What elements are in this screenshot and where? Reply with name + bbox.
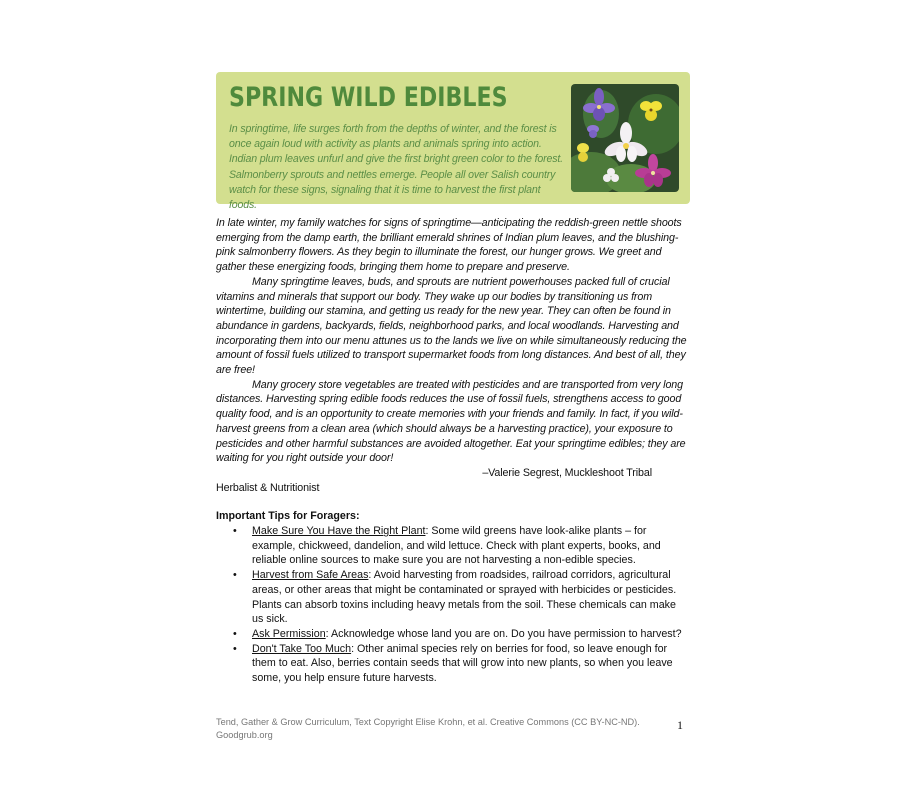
flowers-illustration <box>571 84 679 192</box>
tip-text: : Some wild greens have look-alike plants – for example, chickweed, dandelion, and wild lettuce. Check with plant experts, books, and reliable online sources to make sure you are not harvesting a non-edible species. <box>252 525 661 567</box>
tip-text: : Other animal species rely on berries for food, so leave enough for them to eat. Also, berries contain seeds that will grow into new plants, so when you leave some, you help ensure future harvests. <box>252 642 673 685</box>
quote-paragraph-1: In late winter, my family watches for signs of springtime—anticipating the reddish-green nettle shoots emerging from the damp earth, the brilliant emerald shrines of Indian plum leaves, and the blushing-pink salmonberry flowers. As they begin to illuminate the forest, our hunger grows. We greet and gather these energizing foods, bringing them home to prepare and preserve. <box>216 217 682 274</box>
tip-text: : Avoid harvesting from roadsides, railroad corridors, agricultural areas, or other areas that might be contaminated or sprayed with herbicides or pesticides. Plants can absorb toxins including heavy metals from the soil. These chemicals can make us sick. <box>252 569 677 626</box>
tip-title: Don't Take Too Much <box>252 642 352 655</box>
quote-paragraph-2: Many springtime leaves, buds, and sprouts are nutrient powerhouses packed full of crucial vitamins and minerals that support our body. They wake up our bodies by transitioning us from wintertime, building our stamina, and getting us ready for the new year. They can often be found in abundance in gardens, backyards, fields, neighborhood parks, and local woodlands. Harvesting and incorporating them into our menu attunes us to the lands we live on while simultaneously reducing the amount of fossil fuels utilized to transport supermarket foods from long distances. And best of all, they are free! <box>216 275 687 377</box>
tips-heading: Important Tips for Foragers: <box>216 510 360 523</box>
list-item <box>216 642 690 686</box>
tip-title: Ask Permission <box>252 627 326 640</box>
page-footer <box>216 716 690 742</box>
banner-intro-text: In springtime, life surges forth from the depths of winter, and the forest is once again loud with activity as plants and animals spring into action. Indian plum leaves unfurl and give the first bright green color to the forest. Salmonberry sprouts and nettles emerge. People all over Salish country watch for these signs, signaling that it is time to harvest the first plant foods. <box>229 123 563 212</box>
tip-title: Harvest from Safe Areas <box>252 569 369 582</box>
bullet-icon: • <box>233 569 237 582</box>
page-content <box>216 72 690 686</box>
quote-attribution-continued: Herbalist & Nutritionist <box>216 481 320 494</box>
bullet-icon: • <box>233 525 237 538</box>
quote-attribution: –Valerie Segrest, Muckleshoot Tribal <box>482 466 652 479</box>
tip-text: : Acknowledge whose land you are on. Do you have permission to harvest? <box>325 627 682 640</box>
tip-title: Make Sure You Have the Right Plant <box>252 525 426 538</box>
list-item <box>216 627 690 642</box>
bullet-icon: • <box>233 642 237 655</box>
bullet-icon: • <box>233 627 237 640</box>
footer-copyright: Tend, Gather & Grow Curriculum, Text Copyright Elise Krohn, et al. Creative Commons (CC BY-NC-ND). <box>216 717 640 727</box>
tips-list <box>216 524 690 686</box>
quote-body <box>216 216 690 495</box>
banner-title: SPRING WILD EDIBLES <box>229 82 508 113</box>
wildflowers-photo <box>571 84 679 192</box>
list-item <box>216 568 690 627</box>
list-item <box>216 524 690 568</box>
quote-paragraph-3: Many grocery store vegetables are treated with pesticides and are transported from very long distances. Harvesting spring edible foods reduces the use of fossil fuels, strengthens access to good quality food, and is an opportunity to create memories with your friends and family. In fact, if you wild-harvest greens from a clean area (which should always be a harvesting practice), your exposure to pesticides and other harmful substances are avoided altogether. Eat your springtime edibles; they are waiting for you right outside your door! <box>216 378 686 465</box>
page-number: 1 <box>677 718 683 732</box>
title-banner <box>216 72 690 212</box>
footer-website: Goodgrub.org <box>216 730 273 740</box>
